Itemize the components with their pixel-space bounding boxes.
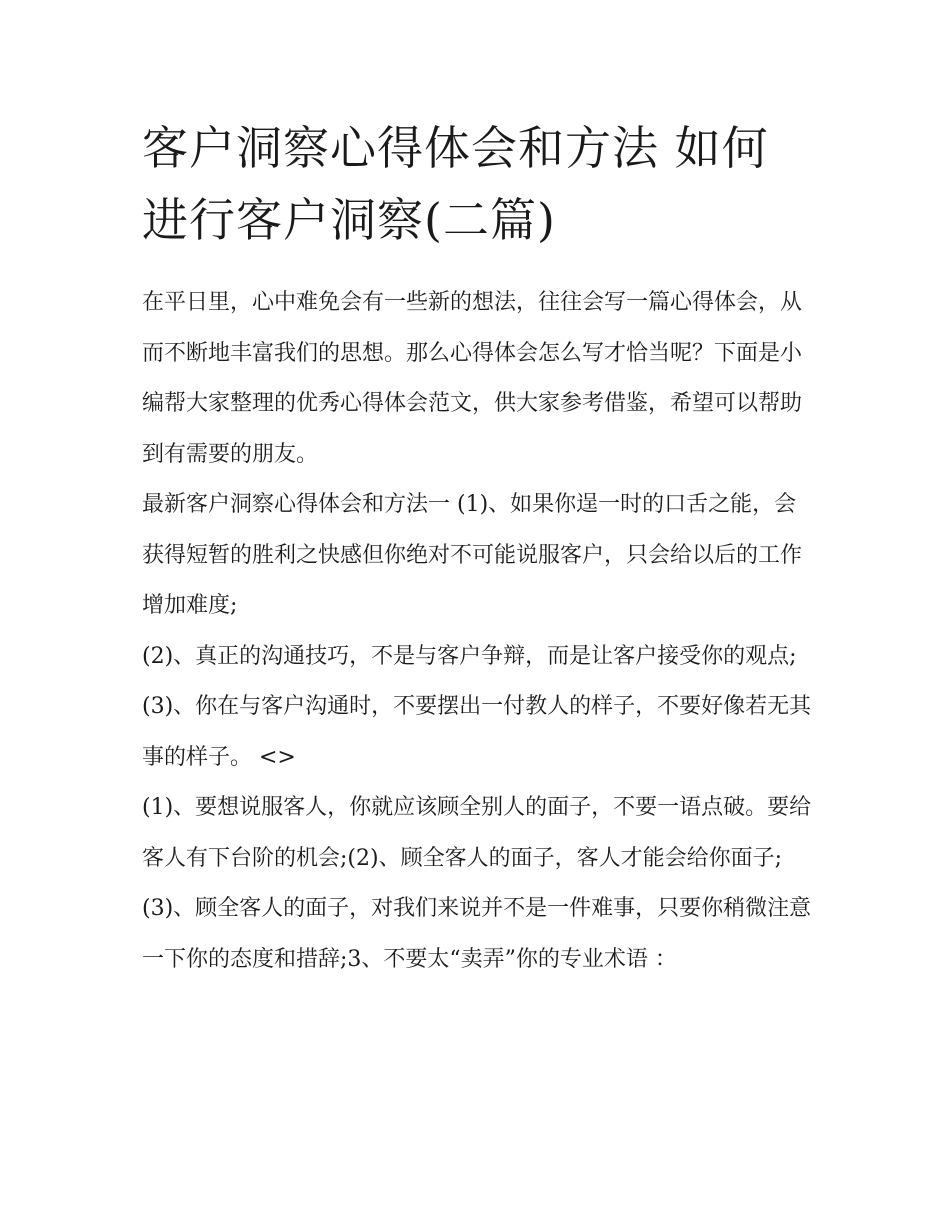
document-title: 客户洞察心得体会和方法 如何进行客户洞察(二篇) [142, 121, 769, 247]
paragraph-communication-skills: (2)、真正的沟通技巧，不是与客户争辩，而是让客户接受你的观点; (3)、你在与客户沟通时，不要摆出一付教人的样子，不要好像若无其事的样子。 <> [142, 643, 812, 770]
paragraph-intro: 在平日里，心中难免会有一些新的想法，往往会写一篇心得体会，从而不断地丰富我们的思想。那么心得体会怎么写才恰当呢？下面是小编帮大家整理的优秀心得体会范文，供大家参考借鉴，希望可以帮助到有需要的朋友。 [142, 290, 803, 467]
document-body [142, 112, 812, 985]
paragraph-method-one: 最新客户洞察心得体会和方法一 (1)、如果你逞一时的口舌之能，会获得短暂的胜利之快感但你绝对不可能说服客户，只会给以后的工作增加难度; [142, 492, 803, 618]
paragraph-attitude: (3)、顾全客人的面子，对我们来说并不是一件难事，只要你稍微注意一下你的态度和措辞;3、不要太“卖弄”你的专业术语 ： [142, 896, 812, 972]
paragraph-save-face: (1)、要想说服客人，你就应该顾全别人的面子，不要一语点破。要给客人有下台阶的机会;(2)、顾全客人的面子，客人才能会给你面子; [142, 795, 812, 871]
